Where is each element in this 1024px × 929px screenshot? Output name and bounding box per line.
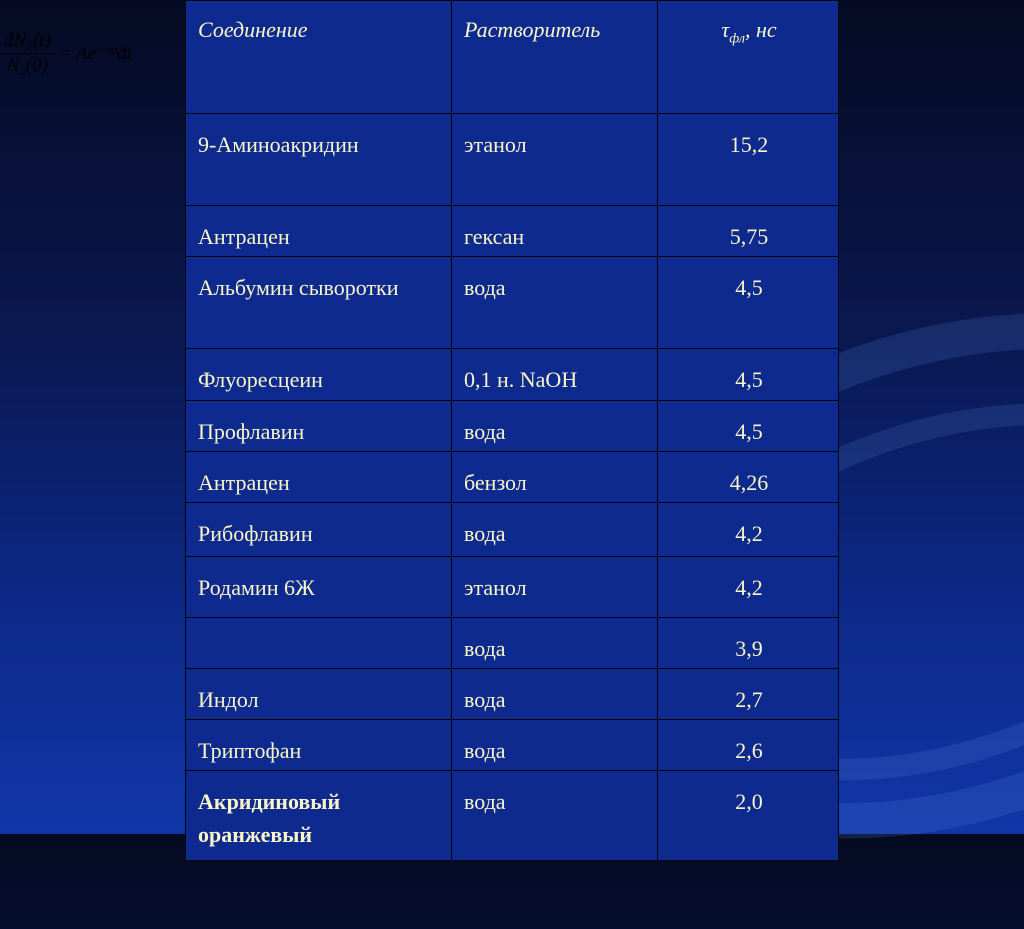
table-row	[186, 771, 839, 861]
table-row	[186, 206, 839, 257]
table-row	[186, 557, 839, 618]
cell-lifetime: 4,5	[658, 349, 839, 401]
cell-solvent: вода	[452, 618, 658, 669]
cell-lifetime: 2,7	[658, 669, 839, 720]
header-solvent: Растворитель	[452, 1, 658, 114]
cell-solvent: вода	[452, 669, 658, 720]
cell-solvent: бензол	[452, 452, 658, 503]
cell-lifetime: 4,2	[658, 503, 839, 557]
table-header-row	[186, 1, 839, 114]
cell-lifetime: 2,0	[658, 771, 839, 861]
cell-lifetime: 4,5	[658, 257, 839, 349]
cell-lifetime: 5,75	[658, 206, 839, 257]
cell-lifetime: 2,6	[658, 720, 839, 771]
cell-compound: Родамин 6Ж	[186, 557, 452, 618]
table-row	[186, 349, 839, 401]
formula-right-side: = Ae⁻ᴬᵗdt	[58, 43, 132, 64]
cell-lifetime: 3,9	[658, 618, 839, 669]
cell-compound: Индол	[186, 669, 452, 720]
cell-compound: Альбумин сыворотки	[186, 257, 452, 349]
cell-solvent: вода	[452, 771, 658, 861]
fluorescence-lifetime-table	[185, 0, 839, 861]
cell-solvent: гексан	[452, 206, 658, 257]
table-row	[186, 257, 839, 349]
cell-solvent: 0,1 н. NaOH	[452, 349, 658, 401]
cell-solvent: вода	[452, 503, 658, 557]
cell-compound: Триптофан	[186, 720, 452, 771]
table-row	[186, 114, 839, 206]
cell-solvent: вода	[452, 257, 658, 349]
table-row	[186, 452, 839, 503]
table-row	[186, 618, 839, 669]
cell-lifetime: 4,26	[658, 452, 839, 503]
formula-fraction	[0, 30, 55, 77]
cell-compound: Акридиновый оранжевый	[186, 771, 452, 861]
table-row	[186, 503, 839, 557]
cell-compound: Антрацен	[186, 452, 452, 503]
cell-compound	[186, 618, 452, 669]
cell-compound: Рибофлавин	[186, 503, 452, 557]
cell-solvent: этанол	[452, 557, 658, 618]
header-compound: Соединение	[186, 1, 452, 114]
cell-compound: 9-Аминоакридин	[186, 114, 452, 206]
cell-lifetime: 4,2	[658, 557, 839, 618]
cell-solvent: этанол	[452, 114, 658, 206]
table-row	[186, 401, 839, 452]
lifetime-subscript: фл	[729, 31, 745, 47]
formula-denominator: N₂(0)	[6, 55, 49, 76]
lifetime-unit: , нс	[744, 17, 777, 42]
lifetime-symbol: τ	[721, 17, 730, 42]
cell-compound: Флуоресцеин	[186, 349, 452, 401]
formula-numerator: dN₂(t)	[0, 30, 55, 54]
table-row	[186, 720, 839, 771]
decay-formula	[0, 30, 132, 77]
cell-compound: Профлавин	[186, 401, 452, 452]
cell-lifetime: 4,5	[658, 401, 839, 452]
header-lifetime	[658, 1, 839, 114]
table-row	[186, 669, 839, 720]
cell-lifetime: 15,2	[658, 114, 839, 206]
cell-compound: Антрацен	[186, 206, 452, 257]
cell-solvent: вода	[452, 401, 658, 452]
cell-solvent: вода	[452, 720, 658, 771]
